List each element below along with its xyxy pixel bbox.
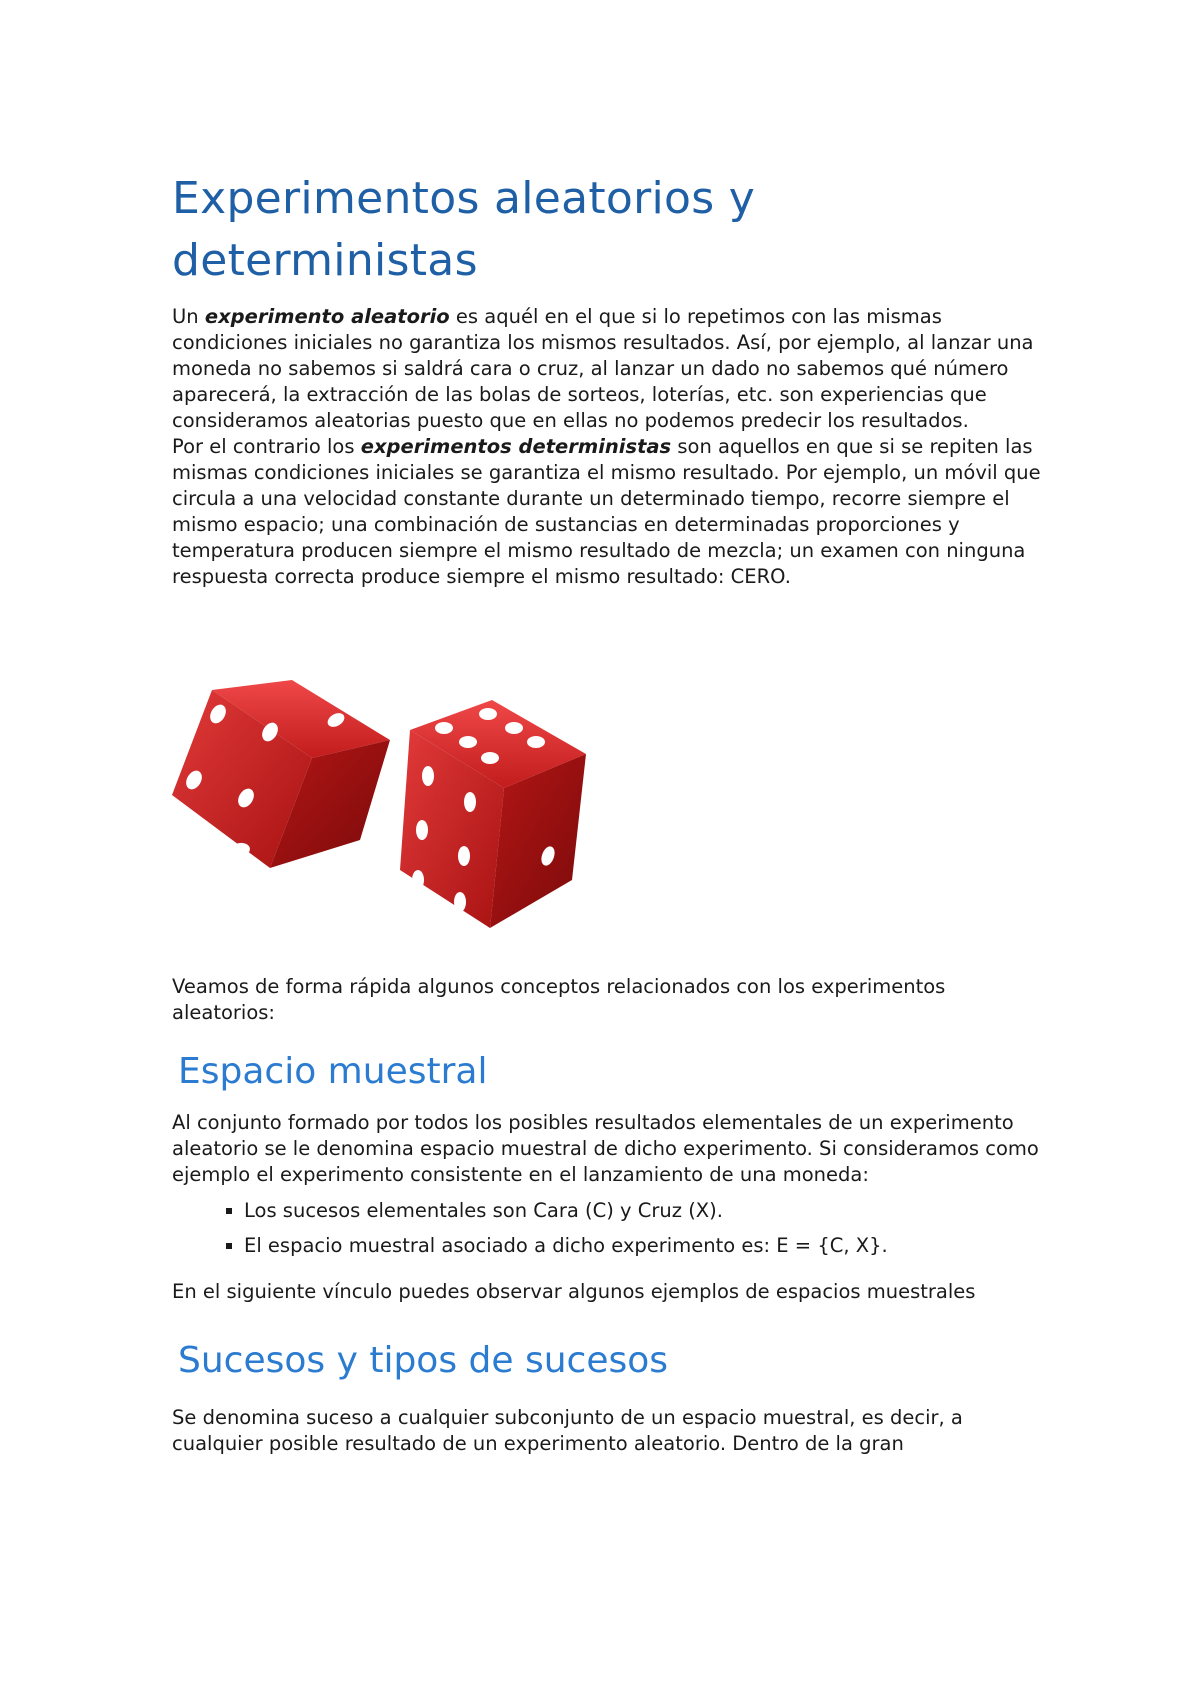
- bullet-text: El espacio muestral asociado a dicho experimento es: E = {C, X}.: [244, 1234, 888, 1257]
- p1-lead: Un: [172, 305, 205, 328]
- bullet-list: [172, 1198, 1052, 1259]
- p2-lead: Por el contrario los: [172, 435, 361, 458]
- page-title: [172, 168, 1052, 292]
- bullet-text: Los sucesos elementales son Cara (C) y Cruz (X).: [244, 1199, 723, 1222]
- paragraph-determinista: [172, 434, 1052, 590]
- die-left: [172, 680, 390, 868]
- section-heading-sucesos: Sucesos y tipos de sucesos: [178, 1340, 669, 1381]
- dice-image: [172, 680, 652, 970]
- die-right: [400, 700, 586, 928]
- bullet-icon: [226, 1208, 232, 1214]
- intro-concepts: Veamos de forma rápida algunos conceptos relacionados con los experimentos aleatorios:: [172, 975, 946, 1024]
- p2-rest: son aquellos en que si se repiten las mismas condiciones iniciales se garantiza el mismo resultado. Por ejemplo, un móvil que circula a una velocidad constante durante un determinado tiempo, recorre siempre el mismo espacio; una combinación de sustancias en determinadas proporciones y temperatura producen siempre el mismo resultado de mezcla; un examen con ninguna respuesta correcta produce siempre el mismo resultado: CERO.: [172, 435, 1041, 588]
- link-paragraph: En el siguiente vínculo puedes observar algunos ejemplos de espacios muestrales: [172, 1280, 976, 1303]
- sucesos-paragraph: Se denomina suceso a cualquier subconjunto de un espacio muestral, es decir, a cualquier posible resultado de un experimento aleatorio. Dentro de la gran: [172, 1406, 963, 1455]
- p1-rest: es aquél en el que si lo repetimos con las mismas condiciones iniciales no garantiza los mismos resultados. Así, por ejemplo, al lanzar una moneda no sabemos si saldrá cara o cruz, al lanzar un dado no sabemos qué número aparecerá, la extracción de las bolas de sorteos, loterías, etc. son experiencias que consideramos aleatorias puesto que en ellas no podemos predecir los resultados.: [172, 305, 1034, 432]
- paragraph-aleatorio: [172, 304, 1052, 434]
- title-line-1: Experimentos aleatorios y: [172, 173, 756, 224]
- title-line-2: deterministas: [172, 235, 478, 286]
- list-item: [224, 1233, 1052, 1259]
- term-experimentos-deterministas: experimentos deterministas: [360, 435, 672, 458]
- espacio-muestral-paragraph: Al conjunto formado por todos los posibles resultados elementales de un experimento aleatorio se le denomina espacio muestral de dicho experimento. Si consideramos como ejemplo el experimento consistente en el lanzamiento de una moneda:: [172, 1111, 1039, 1186]
- document-body-continued: [172, 974, 1052, 1457]
- list-item: [224, 1198, 1052, 1224]
- term-experimento-aleatorio: experimento aleatorio: [204, 305, 450, 328]
- bullet-icon: [226, 1243, 232, 1249]
- section-heading-espacio-muestral: Espacio muestral: [178, 1051, 488, 1092]
- document-body: [172, 168, 1052, 590]
